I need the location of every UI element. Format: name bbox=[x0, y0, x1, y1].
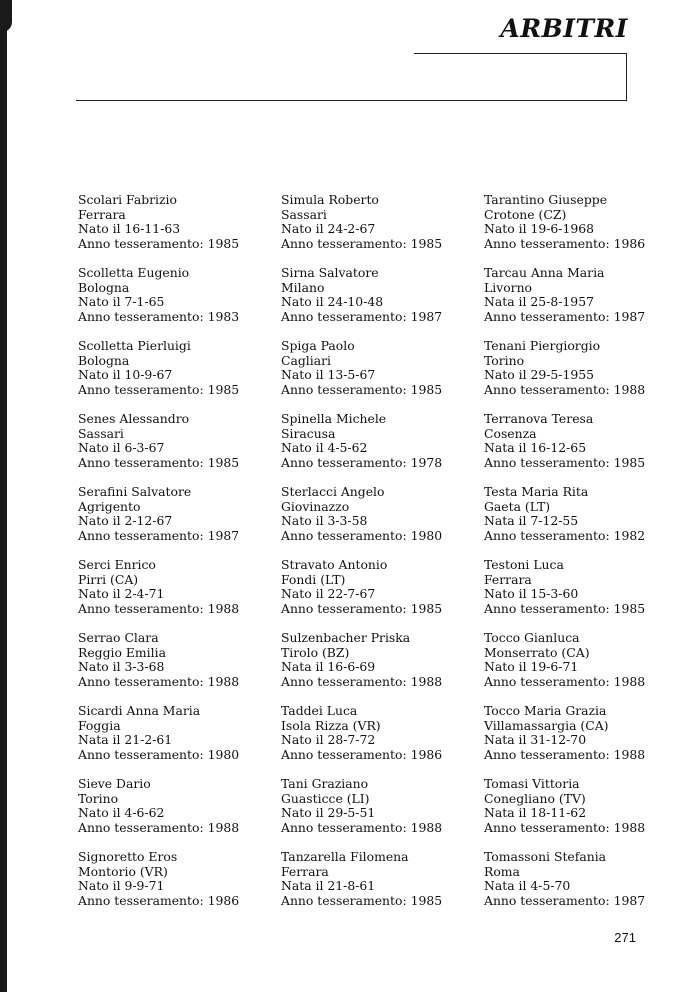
referee-birth: Nato il 15-3-60 bbox=[484, 586, 579, 602]
referee-city: Ferrara bbox=[78, 206, 126, 222]
referee-birth: Nato il 9-9-71 bbox=[78, 878, 165, 894]
referee-city: Villamassargia (CA) bbox=[484, 717, 609, 733]
referee-entry bbox=[78, 485, 268, 558]
page-binding-notch bbox=[0, 0, 12, 32]
referee-year: Anno tesseramento: 1988 bbox=[281, 673, 443, 689]
referee-city: Reggio Emilia bbox=[78, 644, 166, 660]
referee-city: Gaeta (LT) bbox=[484, 498, 551, 514]
referee-entry bbox=[281, 193, 471, 266]
referee-year: Anno tesseramento: 1988 bbox=[78, 600, 240, 616]
referee-name: Tocco Maria Grazia bbox=[484, 703, 607, 718]
referee-name: Simula Roberto bbox=[281, 192, 379, 207]
referee-year: Anno tesseramento: 1988 bbox=[484, 819, 646, 835]
referee-birth: Nata il 21-2-61 bbox=[78, 732, 173, 748]
referee-entry bbox=[484, 777, 674, 850]
referee-name: Taddei Luca bbox=[281, 703, 358, 718]
referee-entry bbox=[78, 339, 268, 412]
referee-entry bbox=[484, 558, 674, 631]
referee-birth: Nato il 13-5-67 bbox=[281, 367, 376, 383]
referee-name: Serrao Clara bbox=[78, 630, 159, 645]
referee-city: Fondi (LT) bbox=[281, 571, 346, 587]
page-number: 271 bbox=[614, 930, 636, 945]
referee-entry bbox=[484, 704, 674, 777]
referee-city: Ferrara bbox=[484, 571, 532, 587]
referee-birth: Nata il 4-5-70 bbox=[484, 878, 571, 894]
referee-birth: Nato il 4-6-62 bbox=[78, 805, 165, 821]
referee-entry bbox=[78, 850, 268, 923]
referee-name: Tomasi Vittoria bbox=[484, 776, 580, 791]
referee-name: Tarantino Giuseppe bbox=[484, 192, 608, 207]
referee-city: Ferrara bbox=[281, 863, 329, 879]
referee-city: Monserrato (CA) bbox=[484, 644, 590, 660]
referee-name: Sieve Dario bbox=[78, 776, 151, 791]
referee-year: Anno tesseramento: 1986 bbox=[281, 746, 443, 762]
referee-year: Anno tesseramento: 1985 bbox=[78, 235, 240, 251]
referee-name: Sulzenbacher Priska bbox=[281, 630, 411, 645]
referee-city: Crotone (CZ) bbox=[484, 206, 567, 222]
referee-name: Spiga Paolo bbox=[281, 338, 355, 353]
referee-column-2 bbox=[281, 193, 471, 923]
referee-entry bbox=[484, 485, 674, 558]
referee-birth: Nata il 31-12-70 bbox=[484, 732, 587, 748]
referee-city: Cagliari bbox=[281, 352, 331, 368]
referee-entry bbox=[484, 631, 674, 704]
referee-city: Sassari bbox=[78, 425, 124, 441]
referee-entry bbox=[484, 412, 674, 485]
referee-name: Terranova Teresa bbox=[484, 411, 594, 426]
referee-column-3 bbox=[484, 193, 674, 923]
referee-entry bbox=[78, 631, 268, 704]
referee-birth: Nato il 2-12-67 bbox=[78, 513, 173, 529]
referee-birth: Nata il 18-11-62 bbox=[484, 805, 587, 821]
referee-name: Tocco Gianluca bbox=[484, 630, 580, 645]
referee-year: Anno tesseramento: 1985 bbox=[78, 381, 240, 397]
referee-entry bbox=[78, 266, 268, 339]
referee-year: Anno tesseramento: 1986 bbox=[78, 892, 240, 908]
referee-birth: Nato il 24-2-67 bbox=[281, 221, 376, 237]
referee-name: Scolletta Eugenio bbox=[78, 265, 190, 280]
referee-year: Anno tesseramento: 1988 bbox=[281, 819, 443, 835]
referee-year: Anno tesseramento: 1986 bbox=[484, 235, 646, 251]
referee-city: Pirri (CA) bbox=[78, 571, 139, 587]
referee-city: Sassari bbox=[281, 206, 327, 222]
referee-city: Siracusa bbox=[281, 425, 336, 441]
referee-name: Signoretto Eros bbox=[78, 849, 178, 864]
referee-birth: Nato il 3-3-68 bbox=[78, 659, 165, 675]
referee-column-1 bbox=[78, 193, 268, 923]
referee-year: Anno tesseramento: 1985 bbox=[281, 600, 443, 616]
referee-birth: Nata il 25-8-1957 bbox=[484, 294, 594, 310]
referee-birth: Nata il 7-12-55 bbox=[484, 513, 579, 529]
referee-name: Sirna Salvatore bbox=[281, 265, 379, 280]
referee-city: Tirolo (BZ) bbox=[281, 644, 350, 660]
referee-year: Anno tesseramento: 1983 bbox=[78, 308, 240, 324]
referee-birth: Nato il 22-7-67 bbox=[281, 586, 376, 602]
referee-city: Montorio (VR) bbox=[78, 863, 168, 879]
referee-name: Senes Alessandro bbox=[78, 411, 190, 426]
referee-year: Anno tesseramento: 1987 bbox=[484, 892, 646, 908]
referee-name: Spinella Michele bbox=[281, 411, 387, 426]
referee-city: Milano bbox=[281, 279, 325, 295]
referee-name: Tenani Piergiorgio bbox=[484, 338, 601, 353]
referee-city: Roma bbox=[484, 863, 520, 879]
referee-birth: Nata il 16-6-69 bbox=[281, 659, 376, 675]
referee-city: Bologna bbox=[78, 279, 130, 295]
referee-year: Anno tesseramento: 1985 bbox=[78, 454, 240, 470]
referee-birth: Nato il 28-7-72 bbox=[281, 732, 376, 748]
referee-year: Anno tesseramento: 1988 bbox=[78, 819, 240, 835]
referee-entry bbox=[78, 704, 268, 777]
referee-year: Anno tesseramento: 1985 bbox=[281, 381, 443, 397]
referee-birth: Nato il 3-3-58 bbox=[281, 513, 368, 529]
referee-year: Anno tesseramento: 1987 bbox=[281, 308, 443, 324]
referee-birth: Nato il 7-1-65 bbox=[78, 294, 165, 310]
referee-name: Tomassoni Stefania bbox=[484, 849, 607, 864]
referee-entry bbox=[281, 485, 471, 558]
referee-year: Anno tesseramento: 1980 bbox=[281, 527, 443, 543]
referee-entry bbox=[484, 193, 674, 266]
referee-name: Tanzarella Filomena bbox=[281, 849, 409, 864]
referee-year: Anno tesseramento: 1985 bbox=[484, 600, 646, 616]
referee-name: Testa Maria Rita bbox=[484, 484, 589, 499]
referee-city: Giovinazzo bbox=[281, 498, 350, 514]
referee-city: Agrigento bbox=[78, 498, 141, 514]
referee-birth: Nato il 4-5-62 bbox=[281, 440, 368, 456]
referee-entry bbox=[78, 558, 268, 631]
referee-name: Scolletta Pierluigi bbox=[78, 338, 191, 353]
referee-city: Isola Rizza (VR) bbox=[281, 717, 381, 733]
referee-name: Serci Enrico bbox=[78, 557, 156, 572]
referee-name: Serafini Salvatore bbox=[78, 484, 192, 499]
referee-year: Anno tesseramento: 1988 bbox=[484, 381, 646, 397]
referee-year: Anno tesseramento: 1985 bbox=[281, 892, 443, 908]
referee-entry bbox=[281, 704, 471, 777]
referee-birth: Nato il 29-5-1955 bbox=[484, 367, 595, 383]
referee-entry bbox=[484, 266, 674, 339]
page-binding-edge bbox=[0, 0, 7, 992]
referee-year: Anno tesseramento: 1985 bbox=[484, 454, 646, 470]
referee-year: Anno tesseramento: 1987 bbox=[78, 527, 240, 543]
referee-entry bbox=[78, 777, 268, 850]
referee-name: Tarcau Anna Maria bbox=[484, 265, 605, 280]
section-title: ARBITRI bbox=[500, 14, 628, 43]
referee-entry bbox=[281, 412, 471, 485]
referee-year: Anno tesseramento: 1982 bbox=[484, 527, 646, 543]
referee-entry bbox=[281, 558, 471, 631]
referee-entry bbox=[484, 850, 674, 923]
referee-entry bbox=[281, 850, 471, 923]
referee-birth: Nato il 29-5-51 bbox=[281, 805, 376, 821]
header-frame bbox=[414, 53, 627, 100]
referee-birth: Nata il 16-12-65 bbox=[484, 440, 587, 456]
referee-entry bbox=[78, 412, 268, 485]
referee-entry bbox=[78, 193, 268, 266]
referee-birth: Nato il 16-11-63 bbox=[78, 221, 181, 237]
referee-city: Foggia bbox=[78, 717, 121, 733]
referee-entry bbox=[484, 339, 674, 412]
referee-year: Anno tesseramento: 1988 bbox=[484, 746, 646, 762]
referee-entry bbox=[281, 777, 471, 850]
referee-year: Anno tesseramento: 1980 bbox=[78, 746, 240, 762]
referee-birth: Nato il 2-4-71 bbox=[78, 586, 165, 602]
referee-name: Sicardi Anna Maria bbox=[78, 703, 201, 718]
referee-year: Anno tesseramento: 1978 bbox=[281, 454, 443, 470]
referee-birth: Nata il 21-8-61 bbox=[281, 878, 376, 894]
referee-birth: Nato il 19-6-1968 bbox=[484, 221, 595, 237]
referee-name: Scolari Fabrizio bbox=[78, 192, 177, 207]
referee-name: Stravato Antonio bbox=[281, 557, 388, 572]
referee-birth: Nato il 19-6-71 bbox=[484, 659, 579, 675]
referee-name: Testoni Luca bbox=[484, 557, 564, 572]
referee-city: Bologna bbox=[78, 352, 130, 368]
referee-city: Livorno bbox=[484, 279, 533, 295]
referee-year: Anno tesseramento: 1987 bbox=[484, 308, 646, 324]
referee-entry bbox=[281, 339, 471, 412]
referee-year: Anno tesseramento: 1985 bbox=[281, 235, 443, 251]
referee-entry bbox=[281, 631, 471, 704]
referee-birth: Nato il 24-10-48 bbox=[281, 294, 384, 310]
referee-city: Cosenza bbox=[484, 425, 537, 441]
referee-city: Conegliano (TV) bbox=[484, 790, 586, 806]
referee-birth: Nato il 10-9-67 bbox=[78, 367, 173, 383]
referee-city: Guasticce (LI) bbox=[281, 790, 370, 806]
header-rule bbox=[76, 100, 627, 101]
referee-entry bbox=[281, 266, 471, 339]
referee-year: Anno tesseramento: 1988 bbox=[78, 673, 240, 689]
referee-birth: Nato il 6-3-67 bbox=[78, 440, 165, 456]
referee-city: Torino bbox=[78, 790, 119, 806]
referee-name: Sterlacci Angelo bbox=[281, 484, 385, 499]
referee-name: Tani Graziano bbox=[281, 776, 369, 791]
referee-year: Anno tesseramento: 1988 bbox=[484, 673, 646, 689]
referee-city: Torino bbox=[484, 352, 525, 368]
